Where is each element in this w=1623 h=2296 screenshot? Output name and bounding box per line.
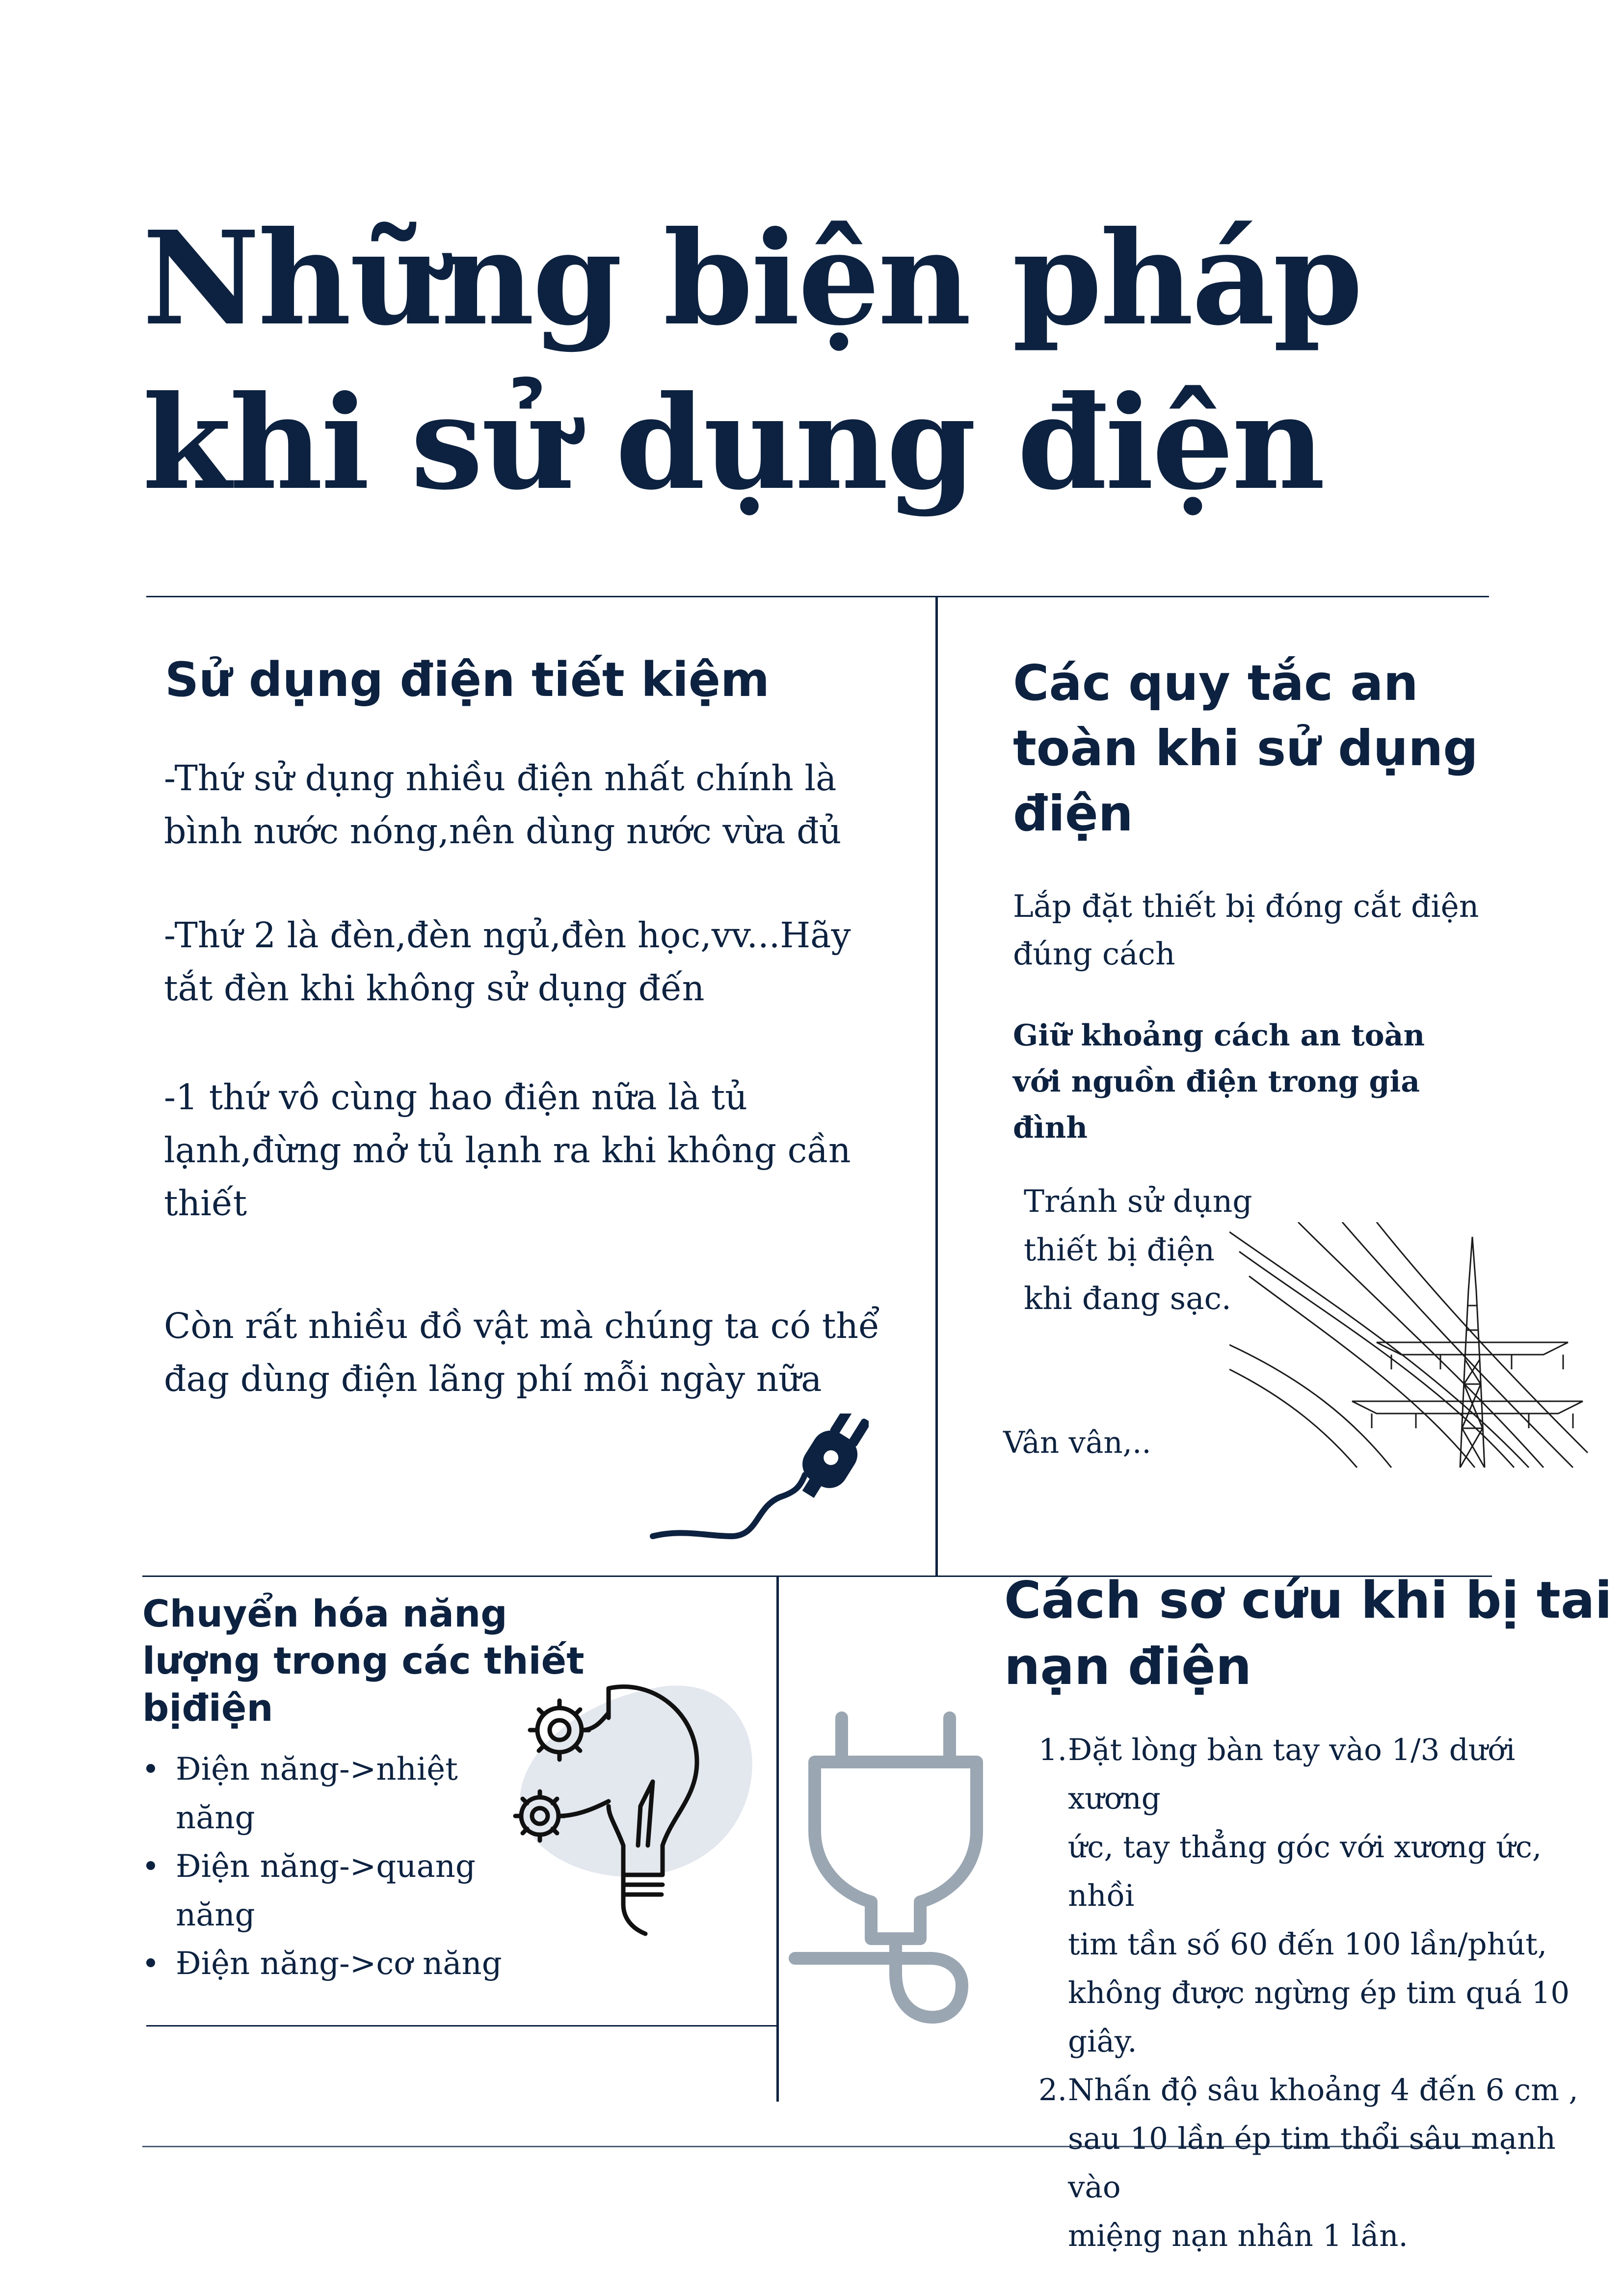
- step-number-2: 2.: [1038, 2073, 1067, 2108]
- list-item: [142, 1842, 515, 1940]
- rule-3-line-1: Tránh sử dụng: [1024, 1183, 1252, 1219]
- rule-2-line-2: với nguồn điện trong gia: [1013, 1065, 1420, 1099]
- divider-vertical-lower: [776, 1576, 779, 2102]
- conversion-item-3-line-1: Điện năng->cơ năng: [176, 1946, 502, 1982]
- conversion-heading-line-1: Chuyển hóa năng: [142, 1592, 507, 1635]
- divider-lower-left: [146, 2025, 777, 2027]
- step-1-line-2: ức, tay thẳng góc với xương ức, nhồi: [1068, 1830, 1542, 1913]
- rules-etc: Vân vân,..: [1003, 1425, 1151, 1460]
- saving-p1-line-2: bình nước nóng,nên dùng nước vừa đủ: [164, 811, 842, 852]
- rule-1: [1013, 882, 1479, 978]
- rule-2: [1013, 1013, 1425, 1151]
- plug-icon: [648, 1414, 869, 1551]
- step-number-1: 1.: [1038, 1733, 1067, 1767]
- saving-paragraph-2: [164, 909, 930, 1015]
- saving-p2-line-2: tắt đèn khi không sử dụng đến: [164, 968, 705, 1009]
- bulb-gear-icon: [506, 1659, 771, 1953]
- conversion-list: [142, 1745, 515, 1988]
- page-title-line-1: Những biện pháp: [142, 203, 1361, 354]
- step-1-line-5: giây.: [1068, 2024, 1137, 2059]
- list-item: [1038, 2066, 1603, 2260]
- rule-1-line-1: Lắp đặt thiết bị đóng cắt điện: [1013, 888, 1479, 924]
- rules-heading-line-2: toàn khi sử dụng: [1013, 720, 1478, 777]
- saving-p4-line-2: đag dùng điện lãng phí mỗi ngày nữa: [164, 1359, 822, 1399]
- rules-heading-line-1: Các quy tắc an: [1013, 654, 1418, 712]
- rule-3: [1024, 1177, 1252, 1323]
- conversion-heading-line-3: bịđiện: [142, 1686, 273, 1730]
- rule-3-line-2: thiết bị điện: [1024, 1232, 1215, 1268]
- saving-p3-line-1: -1 thứ vô cùng hao điện nữa là tủ: [164, 1077, 748, 1118]
- saving-paragraph-1: [164, 752, 930, 858]
- conversion-item-2-line-1: Điện năng->quang: [176, 1848, 476, 1885]
- firstaid-heading: [1004, 1568, 1612, 1700]
- divider-top: [146, 596, 1489, 597]
- step-1-line-1: Đặt lòng bàn tay vào 1/3 dưới xương: [1068, 1733, 1516, 1816]
- conversion-item-1-line-2: năng: [176, 1800, 255, 1836]
- list-item: [142, 1940, 515, 1988]
- rule-1-line-2: đúng cách: [1013, 936, 1175, 972]
- conversion-heading-line-2: lượng trong các thiết: [142, 1639, 585, 1682]
- firstaid-steps: [1038, 1726, 1603, 2260]
- list-item: [1038, 1726, 1603, 2066]
- outline-plug-icon: [785, 1708, 1001, 2032]
- step-1-line-3: tim tần số 60 đến 100 lần/phút,: [1068, 1927, 1547, 1962]
- saving-paragraph-3: [164, 1071, 930, 1230]
- rules-heading: [1013, 650, 1478, 846]
- rule-3-line-3: khi đang sạc.: [1024, 1281, 1231, 1316]
- rule-2-line-3: đình: [1013, 1111, 1088, 1145]
- step-2-line-3: miệng nạn nhân 1 lần.: [1068, 2218, 1408, 2253]
- step-2-line-1: Nhấn độ sâu khoảng 4 đến 6 cm ,: [1068, 2073, 1578, 2108]
- step-2-line-2: sau 10 lần ép tim thổi sâu mạnh vào: [1068, 2121, 1556, 2205]
- saving-paragraph-4: [164, 1300, 930, 1406]
- saving-p3-line-2: lạnh,đừng mở tủ lạnh ra khi không cần: [164, 1130, 851, 1171]
- power-tower-icon: [1229, 1222, 1593, 1477]
- page-title-line-2: khi sử dụng điện: [142, 367, 1324, 518]
- rule-2-line-1: Giữ khoảng cách an toàn: [1013, 1018, 1425, 1053]
- page-title: [142, 196, 1467, 525]
- saving-p3-line-3: thiết: [164, 1183, 247, 1224]
- divider-vertical-upper: [935, 596, 938, 1575]
- firstaid-heading-line-2: nạn điện: [1004, 1637, 1252, 1696]
- list-item: [142, 1745, 515, 1842]
- conversion-item-1-line-1: Điện năng->nhiệt: [176, 1751, 458, 1788]
- saving-p4-line-1: Còn rất nhiều đồ vật mà chúng ta có thể: [164, 1306, 880, 1346]
- saving-p2-line-1: -Thứ 2 là đèn,đèn ngủ,đèn học,vv...Hãy: [164, 915, 851, 956]
- conversion-item-2-line-2: năng: [176, 1897, 255, 1933]
- firstaid-heading-line-1: Cách sơ cứu khi bị tai: [1004, 1571, 1612, 1630]
- saving-p1-line-1: -Thứ sử dụng nhiều điện nhất chính là: [164, 758, 837, 799]
- step-1-line-4: không được ngừng ép tim quá 10: [1068, 1976, 1570, 2010]
- saving-heading: Sử dụng điện tiết kiệm: [165, 652, 770, 707]
- rules-heading-line-3: điện: [1013, 785, 1133, 842]
